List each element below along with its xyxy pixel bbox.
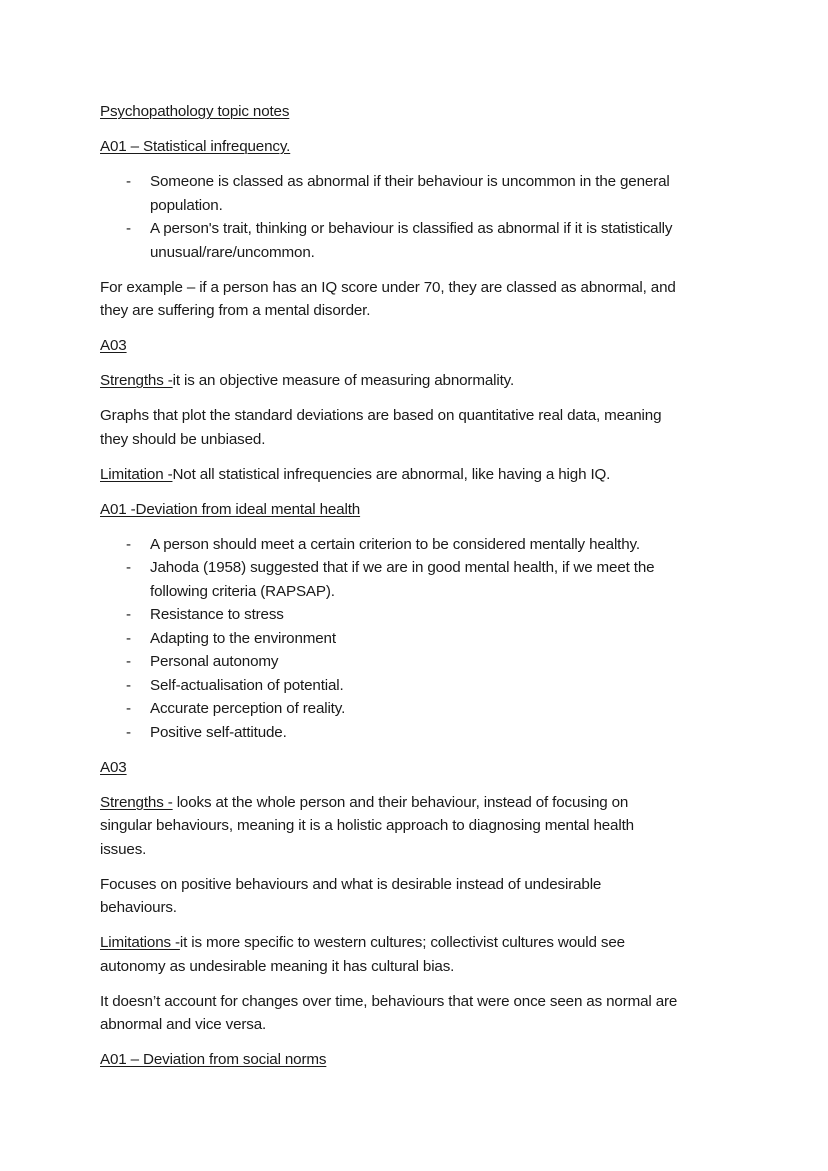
list-item-line: Personal autonomy <box>150 653 279 670</box>
section-heading <box>100 334 740 358</box>
paragraph <box>100 369 740 393</box>
evaluation-label: Strengths - <box>100 372 173 389</box>
paragraph-line <box>100 931 740 955</box>
dash-bullet-icon: - <box>126 535 131 553</box>
list-item-line: following criteria (RAPSAP). <box>150 582 335 600</box>
list-item-line: Jahoda (1958) suggested that if we are in good mental health, if we meet the <box>150 559 655 576</box>
section-heading <box>100 1048 740 1072</box>
line-text: Graphs that plot the standard deviations are based on quantitative real data, meaning <box>100 407 662 424</box>
paragraph <box>100 276 740 323</box>
list-item-line: A person should meet a certain criterion to be considered mentally healthy. <box>150 535 640 553</box>
line-text: it is an objective measure of measuring abnormality. <box>172 372 515 389</box>
list-item <box>100 674 740 698</box>
section-heading <box>100 100 740 124</box>
paragraph <box>100 791 740 862</box>
heading-text: Psychopathology topic notes <box>100 103 290 120</box>
paragraph <box>100 931 740 978</box>
paragraph-line <box>100 791 740 815</box>
paragraph-line <box>100 990 740 1014</box>
line-text: issues. <box>100 840 147 858</box>
bullet-list <box>100 533 740 745</box>
section-heading <box>100 498 740 522</box>
dash-bullet-icon: - <box>126 676 131 694</box>
paragraph <box>100 873 740 920</box>
dash-bullet-icon: - <box>126 559 131 576</box>
paragraph <box>100 463 740 487</box>
line-text: autonomy as undesirable meaning it has cultural bias. <box>100 957 455 975</box>
heading-text: A03 <box>100 758 127 776</box>
list-item <box>100 533 740 557</box>
line-text: singular behaviours, meaning it is a holistic approach to diagnosing mental health <box>100 817 634 834</box>
evaluation-label: Limitation - <box>100 465 173 483</box>
bullet-list <box>100 170 740 264</box>
line-text: It doesn’t account for changes over time, behaviours that were once seen as normal are <box>100 992 678 1010</box>
paragraph-line <box>100 873 740 897</box>
line-text: it is more specific to western cultures; collectivist cultures would see <box>179 934 625 951</box>
dash-bullet-icon: - <box>126 629 131 647</box>
list-item <box>100 170 740 217</box>
list-item-line: Accurate perception of reality. <box>150 700 346 717</box>
list-item <box>100 603 740 627</box>
list-item <box>100 650 740 674</box>
heading-text: A01 – Statistical infrequency. <box>100 138 291 155</box>
line-text: abnormal and vice versa. <box>100 1016 267 1033</box>
line-text: For example – if a person has an IQ score under 70, they are classed as abnormal, and <box>100 278 676 296</box>
list-item <box>100 721 740 745</box>
list-item <box>100 627 740 651</box>
paragraph-line <box>100 463 740 487</box>
evaluation-label: Limitations - <box>100 934 180 951</box>
line-text: they should be unbiased. <box>100 430 266 448</box>
dash-bullet-icon: - <box>126 606 131 623</box>
list-item-line: Adapting to the environment <box>150 629 336 647</box>
paragraph-line <box>100 814 740 838</box>
paragraph-line <box>100 1013 740 1037</box>
list-item-line: A person's trait, thinking or behaviour is classified as abnormal if it is statistically <box>150 220 673 237</box>
list-item <box>100 697 740 721</box>
line-text: looks at the whole person and their behaviour, instead of focusing on <box>172 793 629 811</box>
heading-text: A01 -Deviation from ideal mental health <box>100 500 361 518</box>
paragraph-line <box>100 369 740 393</box>
document-page <box>100 100 740 1083</box>
heading-text: A03 <box>100 337 127 354</box>
list-item-line: Positive self-attitude. <box>150 723 287 741</box>
line-text: behaviours. <box>100 899 177 916</box>
section-heading <box>100 756 740 780</box>
section-heading <box>100 135 740 159</box>
paragraph-line <box>100 955 740 979</box>
heading-text: A01 – Deviation from social norms <box>100 1051 327 1068</box>
dash-bullet-icon: - <box>126 723 131 741</box>
paragraph <box>100 990 740 1037</box>
evaluation-label: Strengths - <box>100 793 173 811</box>
list-item-line: Self-actualisation of potential. <box>150 676 344 694</box>
dash-bullet-icon: - <box>126 700 131 717</box>
line-text: Focuses on positive behaviours and what is desirable instead of undesirable <box>100 875 602 893</box>
list-item-line: unusual/rare/uncommon. <box>150 243 315 261</box>
paragraph-line <box>100 896 740 920</box>
line-text: Not all statistical infrequencies are abnormal, like having a high IQ. <box>172 465 611 483</box>
paragraph-line <box>100 838 740 862</box>
paragraph-line <box>100 299 740 323</box>
line-text: they are suffering from a mental disorder. <box>100 302 371 319</box>
list-item <box>100 217 740 264</box>
dash-bullet-icon: - <box>126 173 131 190</box>
paragraph-line <box>100 276 740 300</box>
dash-bullet-icon: - <box>126 220 131 237</box>
paragraph <box>100 404 740 451</box>
dash-bullet-icon: - <box>126 653 131 670</box>
paragraph-line <box>100 404 740 428</box>
list-item-line: Resistance to stress <box>150 606 284 623</box>
list-item-line: Someone is classed as abnormal if their behaviour is uncommon in the general <box>150 173 670 190</box>
list-item-line: population. <box>150 196 223 214</box>
list-item <box>100 556 740 603</box>
paragraph-line <box>100 428 740 452</box>
